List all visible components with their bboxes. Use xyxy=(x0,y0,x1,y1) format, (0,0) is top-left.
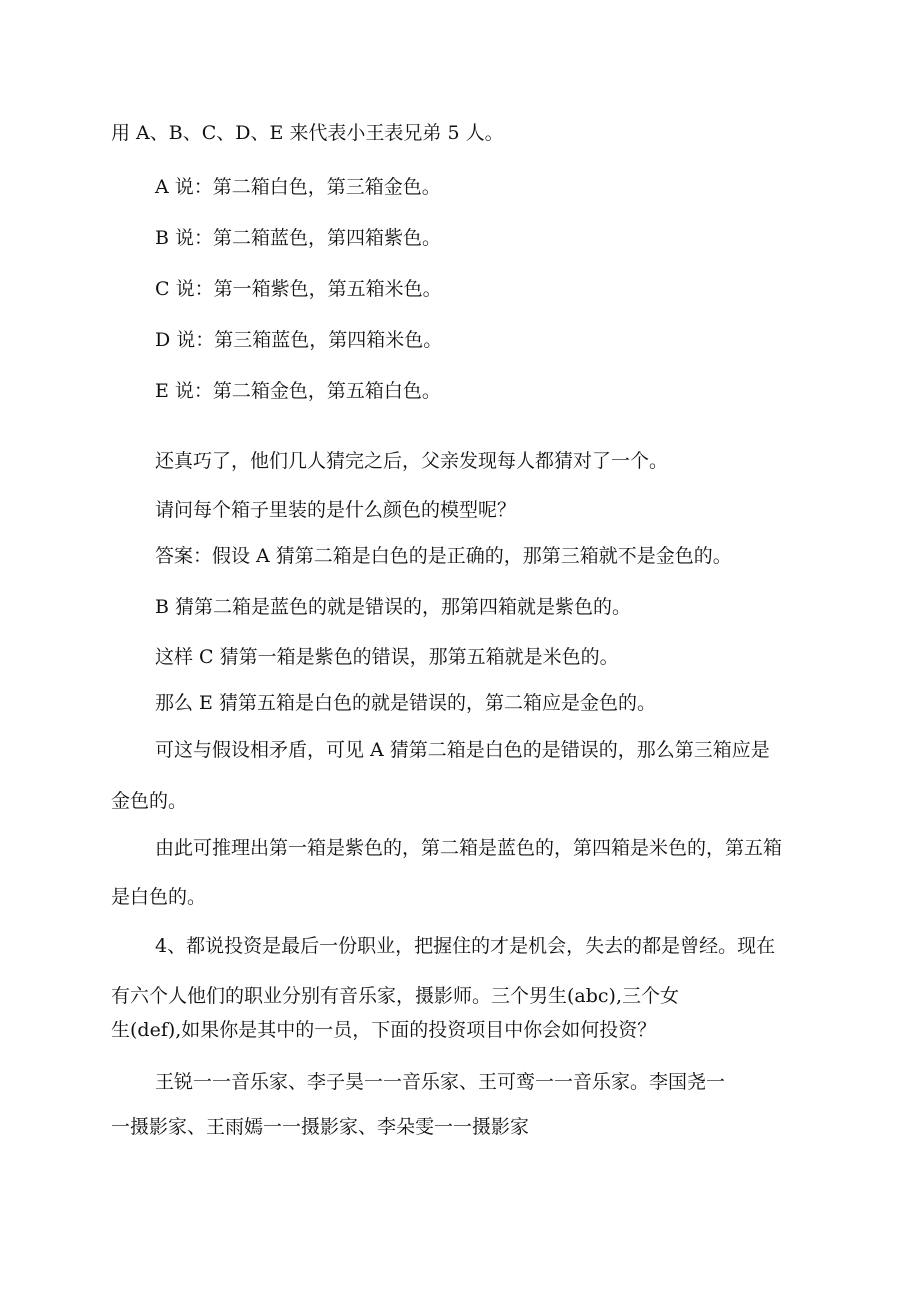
statement-b: B 说：第二箱蓝色，第四箱紫色。 xyxy=(155,227,442,249)
paragraph-line: 可这与假设相矛盾，可见 A 猜第二箱是白色的是错误的，那么第三箱应是 xyxy=(155,739,770,761)
paragraph-line: 一摄影家、王雨嫣一一摄影家、李朵雯一一摄影家 xyxy=(111,1116,530,1138)
question-4-line: 4、都说投资是最后一份职业，把握住的才是机会，失去的都是曾经。现在 xyxy=(155,935,776,957)
statement-e: E 说：第二箱金色，第五箱白色。 xyxy=(155,380,441,402)
paragraph-line: 这样 C 猜第一箱是紫色的错误，那第五箱就是米色的。 xyxy=(155,646,619,668)
question-line: 请问每个箱子里装的是什么颜色的模型呢？ xyxy=(155,499,517,521)
statement-c: C 说：第一箱紫色，第五箱米色。 xyxy=(155,278,442,300)
paragraph-line: 那么 E 猜第五箱是白色的就是错误的，第二箱应是金色的。 xyxy=(155,692,656,714)
paragraph-line: 是白色的。 xyxy=(111,886,207,908)
paragraph-line: 由此可推理出第一箱是紫色的，第二箱是蓝色的，第四箱是米色的，第五箱 xyxy=(155,837,783,859)
intro-line: 用 A、B、C、D、E 来代表小王表兄弟 5 人。 xyxy=(111,122,504,144)
paragraph-line: 有六个人他们的职业分别有音乐家，摄影师。三个男生(abc),三个女 xyxy=(111,985,679,1007)
paragraph-line: B 猜第二箱是蓝色的就是错误的，那第四箱就是紫色的。 xyxy=(155,596,632,618)
paragraph-line: 生(def),如果你是其中的一员，下面的投资项目中你会如何投资？ xyxy=(111,1019,657,1041)
paragraph-line: 金色的。 xyxy=(111,790,188,812)
statement-a: A 说：第二箱白色，第三箱金色。 xyxy=(155,176,441,198)
paragraph-line: 还真巧了，他们几人猜完之后，父亲发现每人都猜对了一个。 xyxy=(155,450,669,472)
statement-d: D 说：第三箱蓝色，第四箱米色。 xyxy=(155,329,443,351)
paragraph-line: 王锐一一音乐家、李子昊一一音乐家、王可鸾一一音乐家。李国尧一 xyxy=(155,1071,726,1093)
answer-line: 答案：假设 A 猜第二箱是白色的是正确的，那第三箱就不是金色的。 xyxy=(155,545,732,567)
